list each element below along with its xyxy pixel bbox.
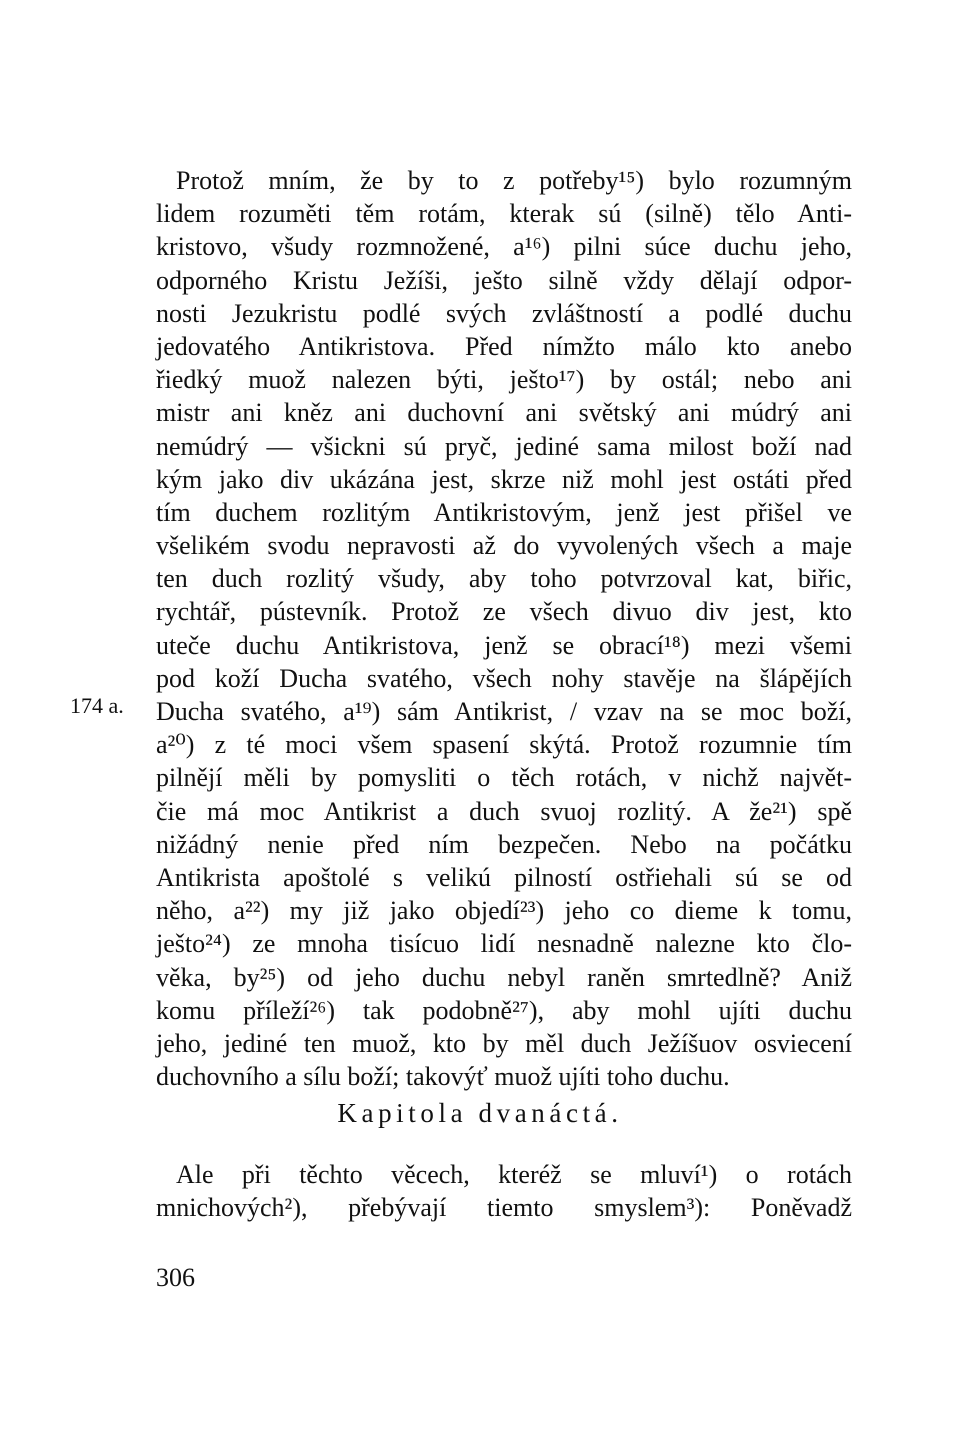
- text-line: čie má moc Antikrist a duch svuoj rozlitý. A že²¹) spě: [156, 796, 852, 826]
- margin-folio-note: 174 a.: [70, 693, 124, 718]
- text-line: nosti Jezukristu podlé svých zvláštností a podlé duchu: [156, 298, 852, 328]
- text-line: pod koží Ducha svatého, všech nohy stavěje na šlápějích: [156, 663, 852, 693]
- text-line: mistr ani kněz ani duchovní ani světský ani múdrý ani: [156, 398, 852, 428]
- text-line: ten duch rozlitý všudy, aby toho potvrzoval kat, biřic,: [156, 564, 852, 594]
- text-line: Ale při těchto věcech, kteréž se mluví¹) o rotách: [176, 1160, 852, 1189]
- text-line: kým jako div ukázána jest, skrze niž mohl jest ostáti před: [156, 464, 852, 494]
- text-line: rychtář, pústevník. Protož ze všech divuo div jest, kto: [156, 597, 852, 627]
- text-line: odporného Kristu Ježíši, ješto silně vždy dělají odpor-: [156, 265, 852, 295]
- text-line: něho, a²²) my již jako objedí²³) jeho co dieme k tomu,: [156, 896, 852, 926]
- text-line: kristovo, všudy rozmnožené, a¹⁶) pilni súce duchu jeho,: [156, 232, 852, 262]
- text-line: Antikrista apoštolé s velikú pilností ostřiehali sú se od: [156, 862, 852, 892]
- chapter-heading: Kapitola dvanáctá.: [337, 1098, 623, 1128]
- text-line: lidem rozuměti těm rotám, kterak sú (silně) tělo Anti-: [156, 199, 852, 229]
- text-line: nižádný nenie před ním bezpečen. Nebo na počátku: [156, 829, 852, 859]
- text-line: ješto²⁴) ze mnoha tisícuo lidí nesnadně nalezne kto člo-: [156, 929, 852, 959]
- text-line: mnichových²), přebývají tiemto smyslem³): Poněvadž: [156, 1193, 852, 1223]
- text-line: Protož mním, že by to z potřeby¹⁵) bylo rozumným: [176, 166, 852, 195]
- paragraph-2: [156, 1158, 852, 1224]
- text-line: nemúdrý — všickni sú pryč, jediné sama milost boží nad: [156, 431, 852, 461]
- text-line: jeho, jediné ten muož, kto by měl duch Ježíšuov osviecení: [156, 1028, 852, 1058]
- text-line: a²⁰) z té moci všem spasení skýtá. Protož rozumnie tím: [156, 730, 852, 760]
- text-line: duchovního a sílu boží; takovýť muož ujíti toho duchu.: [156, 1062, 730, 1092]
- text-line: komu příleží²⁶) tak podobně²⁷), aby mohl ujíti duchu: [156, 995, 852, 1025]
- text-line: Ducha svatého, a¹⁹) sám Antikrist, / vzav na se moc boží,: [156, 697, 852, 726]
- text-line: řiedký muož nalezen býti, ješto¹⁷) by ostál; nebo ani: [156, 365, 852, 395]
- paragraph-1: [156, 164, 852, 1093]
- text-line: pilnějí měli by pomysliti o těch rotách, v nichž najvět-: [156, 763, 852, 793]
- text-line: tím duchem rozlitým Antikristovým, jenž jest přišel ve: [156, 497, 852, 527]
- text-line: věka, by²⁵) od jeho duchu nebyl raněn smrtedlně? Aniž: [156, 962, 852, 992]
- page-number: 306: [156, 1263, 195, 1292]
- text-line: všelikém svodu nepravosti až do vyvolených všech a maje: [156, 531, 852, 561]
- text-line: jedovatého Antikristova. Před nímžto málo kto anebo: [156, 331, 852, 361]
- text-line: uteče duchu Antikristova, jenž se obrací¹⁸) mezi všemi: [156, 630, 852, 660]
